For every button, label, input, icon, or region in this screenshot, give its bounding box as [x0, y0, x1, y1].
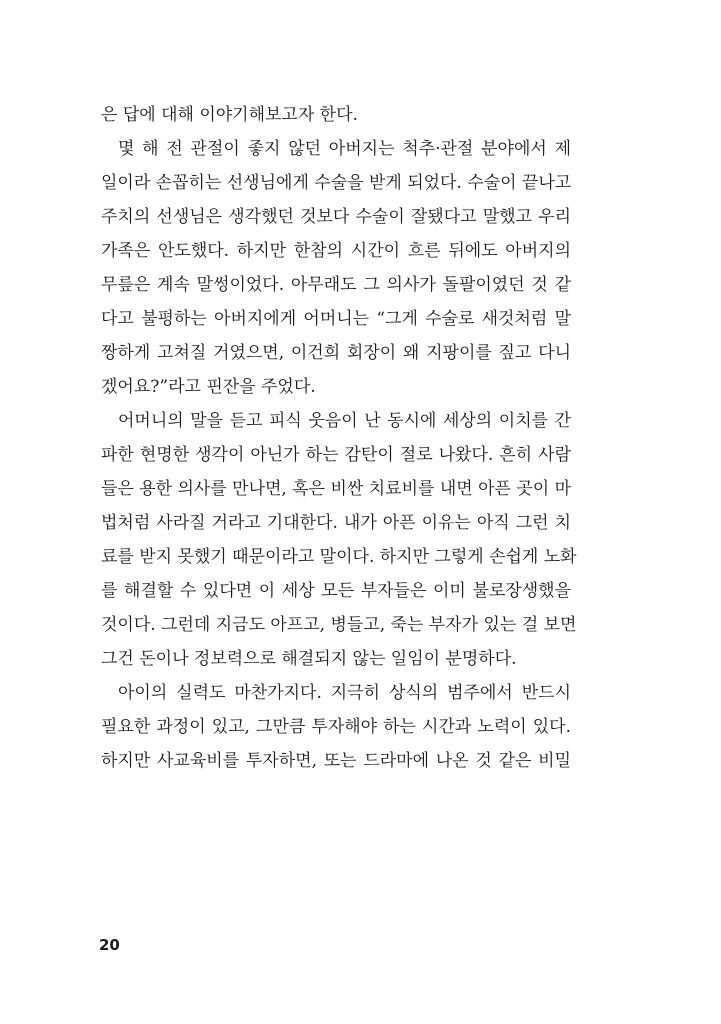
text-line: 일이라 손꼽히는 선생님에게 수술을 받게 되었다. 수술이 끝나고	[101, 173, 572, 193]
text-line: 아이의 실력도 마찬가지다. 지극히 상식의 범주에서 반드시	[118, 683, 571, 703]
text-line: 몇 해 전 관절이 좋지 않던 아버지는 척추·관절 분야에서 제	[118, 139, 571, 159]
text-line: 들은 용한 의사를 만나면, 혹은 비싼 치료비를 내면 아픈 곳이 마	[101, 479, 571, 499]
text-line: 법처럼 사라질 거라고 기대한다. 내가 아픈 이유는 아직 그런 치	[101, 513, 571, 533]
text-line: 다고 불평하는 아버지에게 어머니는 “그게 수술로 새것처럼 말	[101, 309, 571, 329]
text-line: 필요한 과정이 있고, 그만큼 투자해야 하는 시간과 노력이 있다.	[101, 717, 571, 737]
page-number: 20	[99, 936, 120, 954]
text-line: 주치의 선생님은 생각했던 것보다 수술이 잘됐다고 말했고 우리	[101, 207, 571, 227]
text-line: 짱하게 고쳐질 거였으면, 이건희 회장이 왜 지팡이를 짚고 다니	[101, 343, 571, 363]
text-line: 하지만 사교육비를 투자하면, 또는 드라마에 나온 것 같은 비밀	[101, 751, 571, 771]
text-line: 를 해결할 수 있다면 이 세상 모든 부자들은 이미 불로장생했을	[101, 581, 571, 601]
text-line: 겠어요?”라고 핀잔을 주었다.	[101, 377, 316, 397]
text-line: 가족은 안도했다. 하지만 한참의 시간이 흐른 뒤에도 아버지의	[101, 241, 571, 261]
text-line: 료를 받지 못했기 때문이라고 말이다. 하지만 그렇게 손쉽게 노화	[101, 547, 577, 567]
text-line: 그건 돈이나 정보력으로 해결되지 않는 일임이 분명하다.	[101, 649, 517, 669]
text-line: 것이다. 그런데 지금도 아프고, 병들고, 죽는 부자가 있는 걸 보면	[101, 615, 577, 635]
text-line: 파한 현명한 생각이 아닌가 하는 감탄이 절로 나왔다. 흔히 사람	[101, 445, 571, 465]
text-line: 은 답에 대해 이야기해보고자 한다.	[101, 105, 358, 125]
body-text	[101, 98, 577, 778]
text-line: 무릎은 계속 말썽이었다. 아무래도 그 의사가 돌팔이였던 것 같	[101, 275, 571, 295]
text-line: 어머니의 말을 듣고 피식 웃음이 난 동시에 세상의 이치를 간	[118, 411, 571, 431]
